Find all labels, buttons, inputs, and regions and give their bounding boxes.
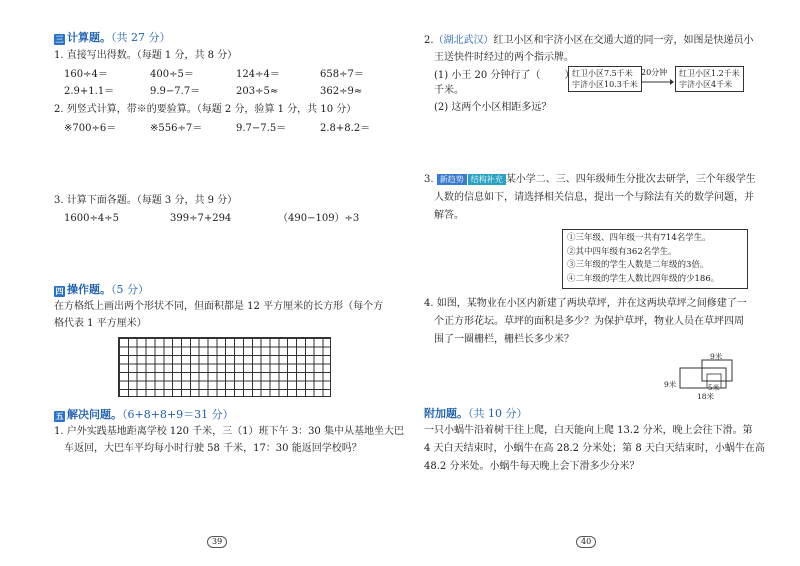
section-title: 操作题。 (67, 283, 111, 296)
problem-number: 3. (424, 174, 434, 185)
problem-1-line: 1. 户外实践基地距离学校 120 千米，三（1）班下午 3：30 集中从基地坐大巴 (54, 426, 404, 437)
page-number: 39 (207, 536, 227, 548)
section-number-icon: 三 (55, 34, 64, 44)
section-header-problems (54, 406, 234, 422)
section-number-icon: 四 (55, 286, 64, 296)
oral-calc-item: 400÷5＝ (150, 69, 194, 80)
oral-calc-item: 203÷5≈ (236, 86, 279, 97)
section-title: 解决问题。 (67, 408, 122, 421)
oral-calc-item: 362÷9≈ (320, 86, 363, 97)
question-3-heading: 3. 计算下面各题。（每题 3 分，共 9 分） (54, 195, 238, 206)
trend-badge: 新趋势 (437, 174, 467, 185)
arrow-label: 20分钟 (641, 68, 668, 77)
problem-2-line: 王送快件时经过的两个指示牌。 (434, 52, 574, 63)
sign-line: 宇济小区4千米 (679, 80, 733, 89)
expression-item: （490−109）÷3 (278, 213, 360, 224)
section-title: 附加题。 (424, 407, 468, 420)
problem-3-line: 人数的信息如下，请选择相关信息，提出一个与除法有关的数学问题，并 (434, 192, 754, 203)
section-title: 计算题。 (67, 31, 111, 44)
problem-text: 红卫小区和宇济小区在交通大道的同一旁，如图是快递员小 (493, 35, 754, 46)
problem-2-sub1-unit: 千米。 (434, 85, 464, 96)
question-2-heading: 2. 列竖式计算，带※的要验算。（每题 2 分，验算 1 分，共 10 分） (54, 104, 357, 115)
oral-calc-item: 658÷7＝ (320, 69, 364, 80)
section-score: （共 27 分） (111, 31, 171, 44)
extra-problem-line: 48.2 分米处。小蜗牛每天晚上会下滑多少分米？ (424, 461, 640, 472)
extra-problem-line: 一只小蜗牛沿着树干往上爬，白天能向上爬 13.2 分米，晚上会往下滑。第 (424, 425, 753, 436)
problem-2-sub1: (1) 小王 20 分钟行了（ ） (434, 70, 575, 81)
sign-board-2 (675, 66, 744, 92)
label-bottom: 18米 (697, 392, 715, 401)
section-header-calculation (54, 29, 171, 45)
info-item: ③三年级的学生人数是二年级的3倍。 (567, 260, 709, 270)
problem-number: 2. (424, 35, 434, 46)
info-item: ②其中四年级有362名学生。 (567, 246, 677, 257)
question-1-heading: 1. 直接写出得数。（每题 1 分，共 8 分） (54, 50, 238, 61)
right-arrow-icon (640, 78, 674, 86)
label-inner: 5米 (708, 384, 720, 392)
oral-calc-item: 2.9+1.1＝ (64, 86, 115, 97)
extra-problem-line: 4 天白天结束时，小蜗牛在高 28.2 分米处；第 8 天白天结束时，小蜗牛在高 (424, 443, 765, 454)
oral-calc-item: 124÷4＝ (236, 69, 280, 80)
section-header-extra (424, 405, 528, 421)
problem-4-line: 个正方形花坛。草坪的面积是多少？为保护草坪，物业人员在草坪四周 (434, 316, 744, 327)
page-number: 40 (576, 536, 596, 548)
operation-text-line: 格代表 1 平方厘米） (54, 318, 147, 329)
section-number-icon: 五 (55, 411, 64, 421)
square-grid-paper[interactable] (118, 337, 331, 397)
sign-board-1 (568, 66, 642, 92)
label-left: 9米 (664, 380, 677, 389)
region-tag: （湖北武汉） (433, 35, 494, 46)
section-score: （5 分） (111, 283, 149, 296)
problem-3-line: 解答。 (434, 210, 464, 221)
info-item: ①三年级、四年级一共有714名学生。 (567, 233, 711, 243)
section-score: （6+8+8+9＝31 分） (122, 408, 234, 421)
operation-text-line: 在方格纸上画出两个形状不同，但面积都是 12 平方厘米的长方形（每个方 (54, 301, 384, 312)
label-top: 9米 (710, 352, 723, 361)
vertical-calc-item: 9.7−7.5＝ (236, 123, 287, 134)
expression-item: 399÷7+294 (170, 213, 232, 224)
problem-1-line: 车返回，大巴车平均每小时行驶 58 千米，17：30 能返回学校吗？ (64, 443, 362, 454)
problem-2-line (424, 34, 754, 48)
vertical-calc-item: ※556÷7＝ (150, 123, 203, 134)
structure-badge: 结构补充 (468, 174, 506, 185)
oral-calc-item: 160÷4＝ (64, 69, 108, 80)
problem-2-sub2: (2) 这两个小区相距多远？ (434, 102, 552, 113)
info-box (562, 229, 748, 289)
section-score: （共 10 分） (468, 407, 528, 420)
sign-line: 红卫小区7.5千米 (572, 69, 633, 78)
sign-line: 宇济小区10.3千米 (572, 80, 638, 89)
problem-4-line: 4. 如图，某物业在小区内新建了两块草坪，并在这两块草坪之间修建了一 (424, 298, 747, 309)
info-item: ④二年级的学生人数比四年级的少186。 (567, 273, 720, 284)
vertical-calc-item: 2.8+8.2＝ (320, 123, 371, 134)
oral-calc-item: 9.9−7.7＝ (150, 86, 201, 97)
section-header-operation (54, 281, 149, 297)
problem-4-line: 围了一圈栅栏，栅栏长多少米？ (434, 334, 574, 345)
vertical-calc-item: ※700÷6＝ (64, 123, 117, 134)
sign-line: 红卫小区1.2千米 (679, 69, 740, 78)
expression-item: 1600÷4÷5 (64, 213, 119, 224)
problem-3-line (424, 173, 756, 187)
problem-text: 某小学二、三、四年级师生分批次去研学，三个年级学生 (505, 174, 756, 185)
